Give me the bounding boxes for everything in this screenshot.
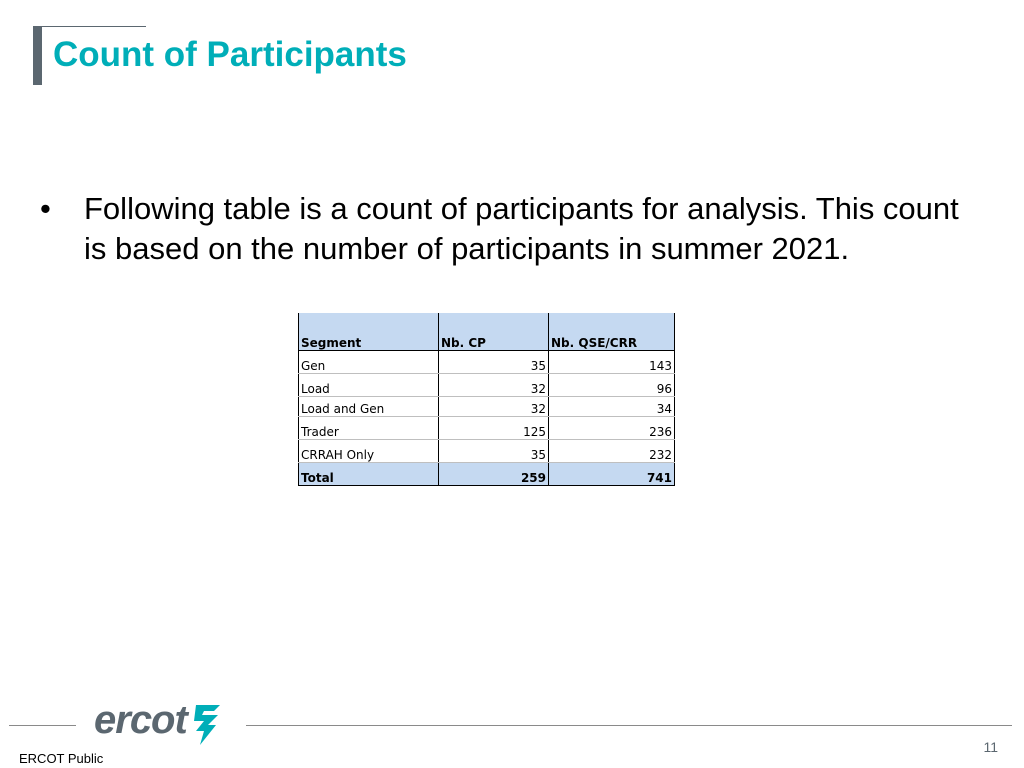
cell-segment: CRRAH Only: [299, 440, 439, 463]
cell-segment: Gen: [299, 351, 439, 374]
ercot-bolt-icon: [190, 701, 224, 747]
ercot-logo: [94, 697, 226, 749]
table-row: [299, 397, 675, 417]
table-row: [299, 417, 675, 440]
title-rule: [42, 26, 146, 27]
footer-classification: ERCOT Public: [19, 751, 104, 766]
cell-nb-qse-crr: 236: [549, 417, 675, 440]
logo-wordmark: ercot: [94, 698, 187, 742]
cell-nb-cp: 35: [439, 351, 549, 374]
bullet-dot-icon: •: [40, 191, 51, 226]
title-accent-bar: [33, 26, 42, 85]
header-nb-qse-crr: Nb. QSE/CRR: [549, 313, 675, 351]
header-segment: Segment: [299, 313, 439, 351]
table-row: [299, 374, 675, 397]
cell-nb-qse-crr: 96: [549, 374, 675, 397]
total-label: Total: [299, 463, 439, 486]
header-nb-cp: Nb. CP: [439, 313, 549, 351]
cell-nb-qse-crr: 232: [549, 440, 675, 463]
cell-nb-qse-crr: 143: [549, 351, 675, 374]
footer-rule-right: [246, 725, 1012, 726]
cell-nb-qse-crr: 34: [549, 397, 675, 417]
total-nb-cp: 259: [439, 463, 549, 486]
table-row: [299, 351, 675, 374]
table-total-row: [299, 463, 675, 486]
table-row: [299, 440, 675, 463]
bullet-text: Following table is a count of participants for analysis. This count is based on the number of participants in summer 2021.: [84, 191, 959, 266]
cell-segment: Load: [299, 374, 439, 397]
slide-title: Count of Participants: [53, 35, 407, 74]
participant-count-table: [298, 313, 675, 486]
footer-rule-left: [9, 725, 76, 726]
table-header-row: [299, 313, 675, 351]
cell-nb-cp: 32: [439, 397, 549, 417]
cell-nb-cp: 32: [439, 374, 549, 397]
cell-segment: Trader: [299, 417, 439, 440]
cell-nb-cp: 35: [439, 440, 549, 463]
cell-segment: Load and Gen: [299, 397, 439, 417]
cell-nb-cp: 125: [439, 417, 549, 440]
page-number: 11: [983, 739, 998, 755]
total-nb-qse-crr: 741: [549, 463, 675, 486]
